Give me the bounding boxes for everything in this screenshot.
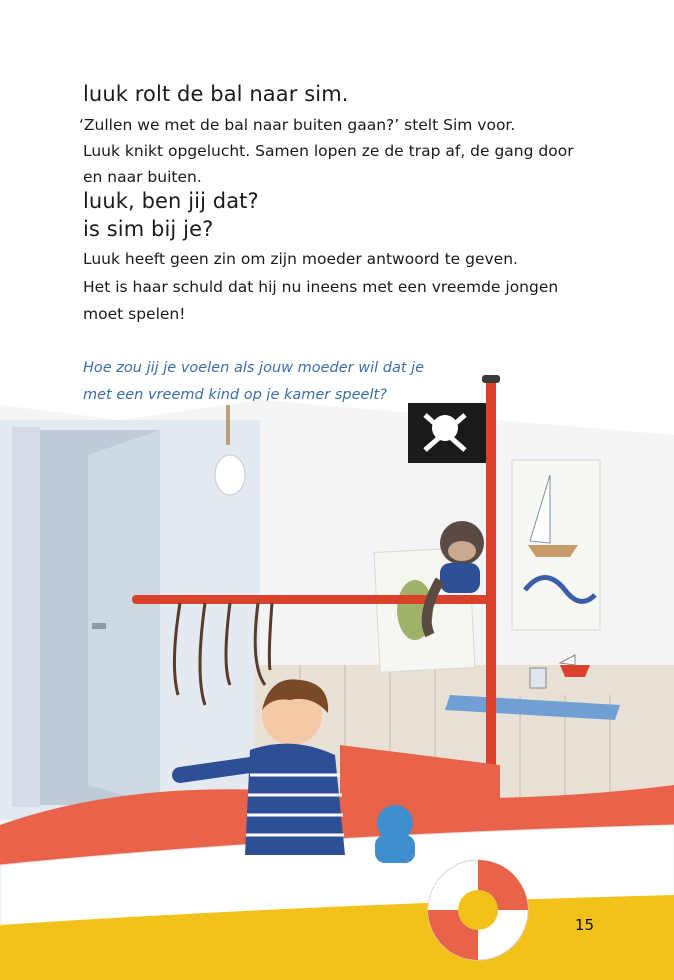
lifebuoy-icon (428, 860, 528, 960)
blue-teddy-toy (375, 805, 415, 863)
story-line: Het is haar schuld dat hij nu ineens met een vreemde jongen (83, 278, 559, 296)
story-line: Luuk knikt opgelucht. Samen lopen ze de trap af, de gang door (83, 142, 574, 160)
door (12, 427, 160, 807)
bedroom-boat-illustration (0, 365, 674, 980)
mast (486, 380, 496, 800)
story-line: ‘Zullen we met de bal naar buiten gaan?’ stelt Sim voor. (79, 116, 516, 134)
story-line-large: is sim bij je? (83, 217, 214, 241)
question-line: met een vreemd kind op je kamer speelt? (83, 387, 387, 403)
story-line-large: luuk rolt de bal naar sim. (83, 82, 349, 106)
page-number: 15 (574, 916, 594, 934)
door-handle (92, 623, 106, 629)
story-line-large: luuk, ben jij dat? (83, 189, 259, 213)
story-line: Luuk heeft geen zin om zijn moeder antwoord te geven. (83, 250, 518, 268)
story-line: en naar buiten. (83, 168, 202, 186)
sailboat-picture (512, 460, 600, 630)
question-line: Hoe zou jij je voelen als jouw moeder wil dat je (83, 360, 425, 376)
pirate-flag (408, 403, 486, 463)
story-line: moet spelen! (83, 305, 186, 323)
boom (132, 595, 492, 604)
